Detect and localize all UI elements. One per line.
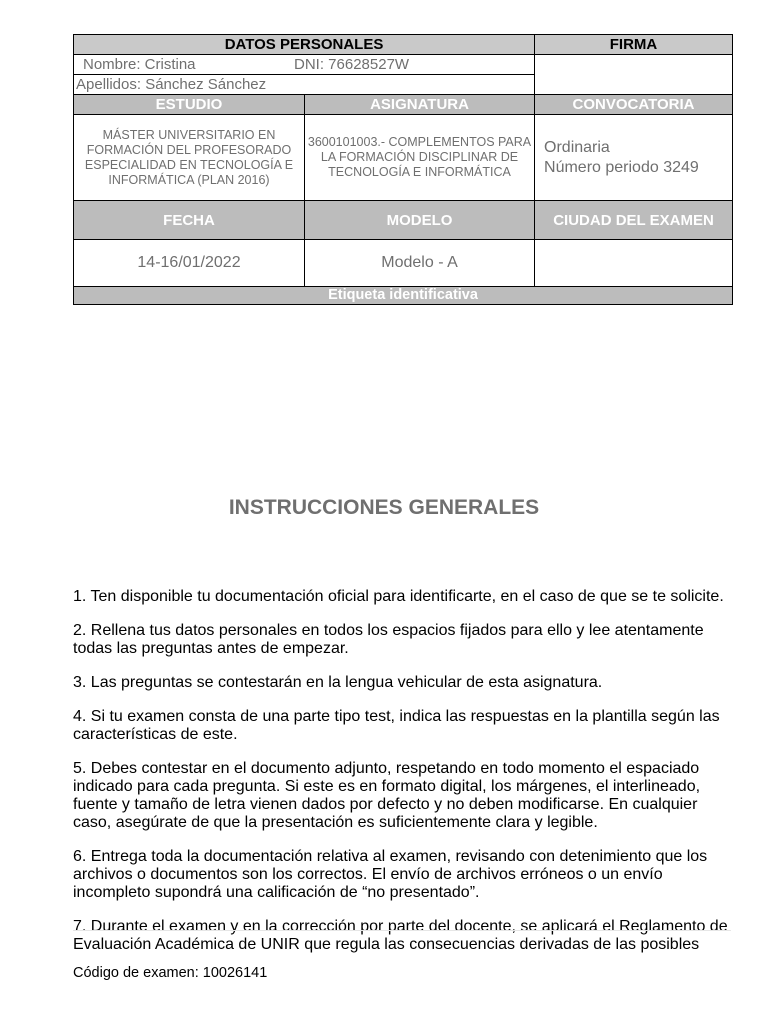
- instruction-item: 2. Rellena tus datos personales en todos los espacios fijados para ello y lee atentamente todas las preguntas antes de empezar.: [73, 622, 704, 657]
- instruction-item: 4. Si tu examen consta de una parte tipo test, indica las respuestas en la plantilla según las características de este.: [73, 708, 720, 743]
- modelo-value: Modelo - A: [305, 240, 535, 287]
- etiqueta-header: Etiqueta identificativa: [74, 287, 733, 305]
- fecha-value: 14-16/01/2022: [74, 240, 305, 287]
- dni-field[interactable]: DNI: 76628527W: [294, 56, 410, 73]
- instruction-item: 1. Ten disponible tu documentación oficial para identificarte, en el caso de que se te solicite.: [73, 588, 724, 605]
- asignatura-header: ASIGNATURA: [305, 95, 535, 115]
- exam-code: Código de examen: 10026141: [73, 965, 268, 981]
- nombre-dni-row: [74, 55, 535, 75]
- ciudad-header: CIUDAD DEL EXAMEN: [535, 201, 733, 240]
- instruction-item: 6. Entrega toda la documentación relativa al examen, revisando con detenimiento que los archivos o documentos son los correctos. El envío de archivos erróneos o un envío incompleto supondrá una calificación de “no presentado”.: [73, 848, 708, 901]
- ciudad-value[interactable]: [535, 240, 733, 287]
- datos-personales-header: DATOS PERSONALES: [74, 35, 535, 55]
- exam-header-table: [73, 34, 733, 305]
- estudio-header: ESTUDIO: [74, 95, 305, 115]
- modelo-header: MODELO: [305, 201, 535, 240]
- convocatoria-periodo: Número periodo 3249: [544, 158, 699, 176]
- instruction-item: 3. Las preguntas se contestarán en la lengua vehicular de esta asignatura.: [73, 674, 603, 691]
- instructions-list: [73, 572, 731, 953]
- page-divider: [73, 930, 731, 931]
- instructions-title: INSTRUCCIONES GENERALES: [228, 496, 540, 519]
- nombre-field[interactable]: Nombre: Cristina: [83, 56, 196, 73]
- firma-header: FIRMA: [535, 35, 733, 55]
- fecha-header: FECHA: [74, 201, 305, 240]
- apellidos-field[interactable]: Apellidos: Sánchez Sánchez: [74, 75, 535, 95]
- convocatoria-value: [535, 115, 733, 201]
- firma-box[interactable]: [535, 55, 733, 95]
- estudio-value: MÁSTER UNIVERSITARIO EN FORMACIÓN DEL PROFESORADO ESPECIALIDAD EN TECNOLOGÍA E INFORMÁTICA (PLAN 2016): [74, 115, 305, 201]
- asignatura-value: 3600101003.- COMPLEMENTOS PARA LA FORMACIÓN DISCIPLINAR DE TECNOLOGÍA E INFORMÁTICA: [305, 115, 535, 201]
- convocatoria-header: CONVOCATORIA: [535, 95, 733, 115]
- convocatoria-type: Ordinaria: [544, 138, 610, 156]
- instruction-item: 7. Durante el examen y en la corrección por parte del docente, se aplicará el Reglamento de Evaluación Académica de UNIR que regula las consecuencias derivadas de las posibles: [73, 918, 728, 953]
- instruction-item: 5. Debes contestar en el documento adjunto, respetando en todo momento el espaciado indicado para cada pregunta. Si este es en formato digital, los márgenes, el interlineado, fuente y tamaño de letra vienen dados por defecto y no deben modificarse. En cualquier caso, asegúrate de que la presentación es suficientemente clara y legible.: [73, 760, 701, 831]
